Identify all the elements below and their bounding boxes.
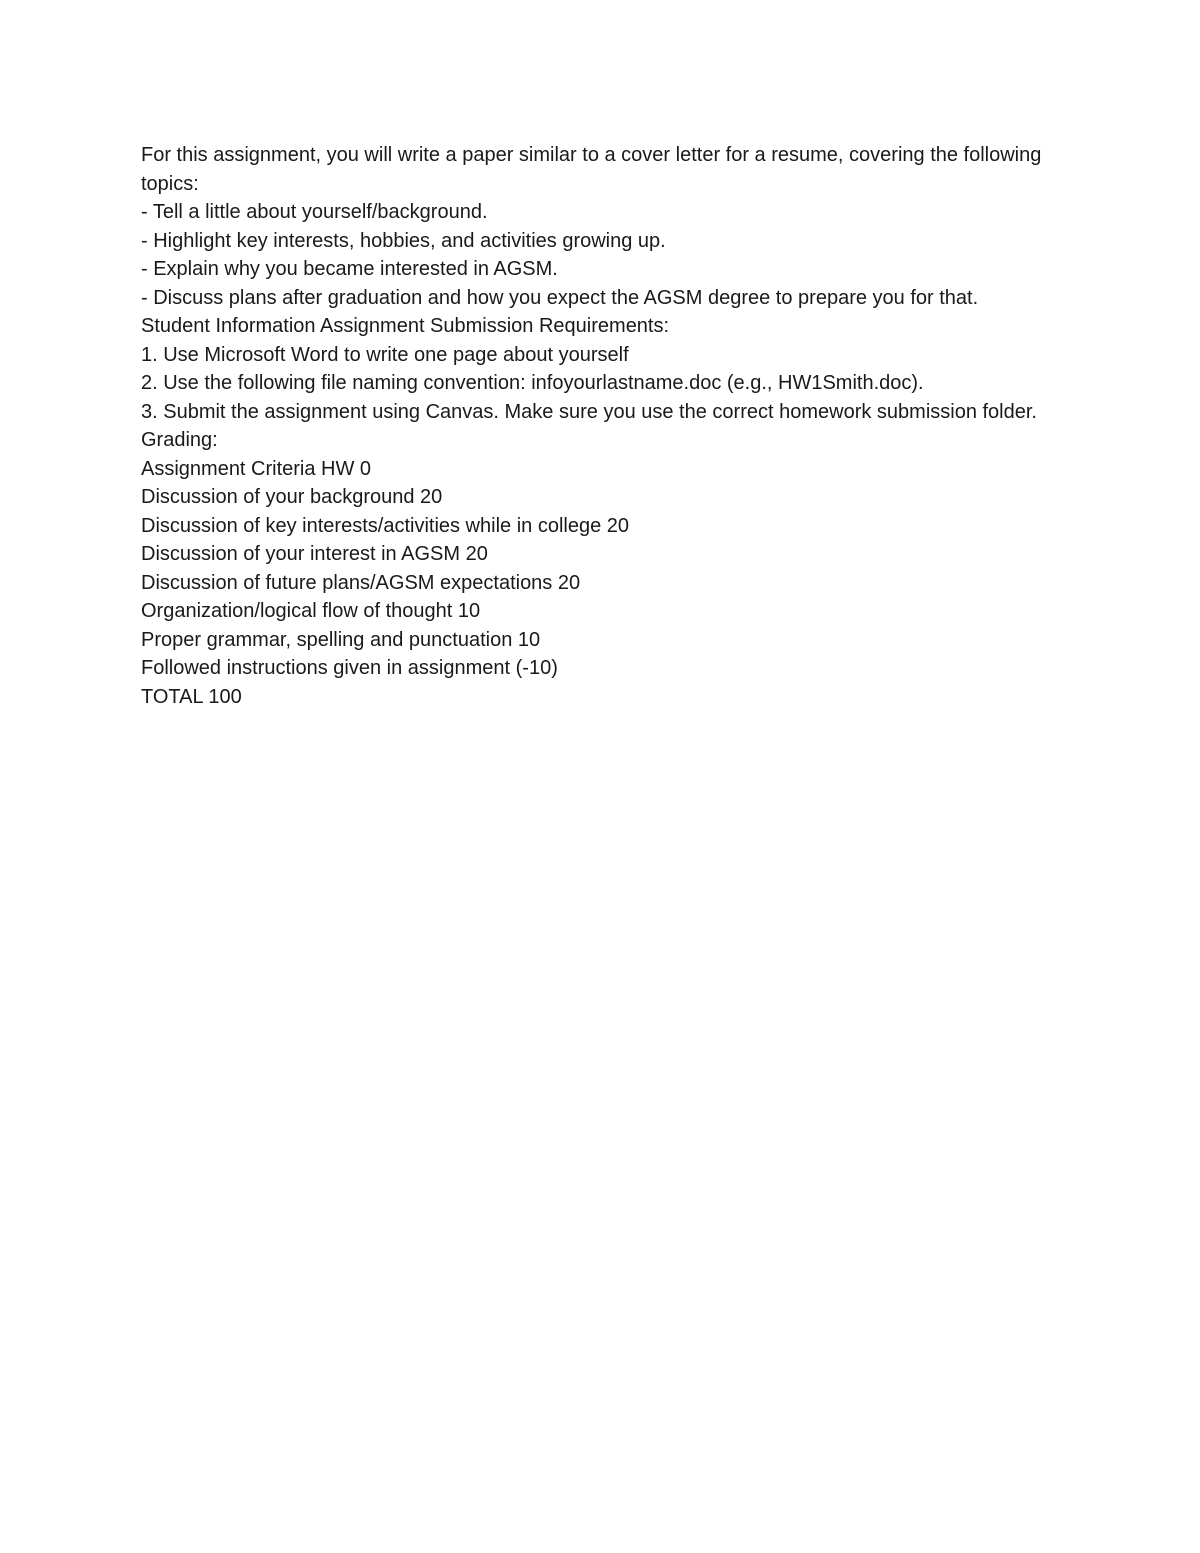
requirement-item: 3. Submit the assignment using Canvas. Make sure you use the correct homework submission folder. [141,400,1037,423]
document-body [141,141,1061,711]
grading-item: Discussion of your interest in AGSM 20 [141,543,488,565]
grading-heading: Grading: [141,429,218,451]
grading-item: Assignment Criteria HW 0 [141,457,372,480]
grading-item: Discussion of key interests/activities while in college 20 [141,514,629,537]
grading-item: Organization/logical flow of thought 10 [141,600,481,622]
topic-item: - Tell a little about yourself/background. [141,201,488,223]
grading-item: Discussion of your background 20 [141,486,443,508]
requirement-item: 1. Use Microsoft Word to write one page about yourself [141,343,629,366]
requirements-heading: Student Information Assignment Submission Requirements: [141,315,670,337]
grading-total: TOTAL 100 [141,685,242,708]
grading-item: Discussion of future plans/AGSM expectations 20 [141,571,581,594]
topic-item: - Highlight key interests, hobbies, and activities growing up. [141,229,666,252]
requirement-item: 2. Use the following file naming convention: infoyourlastname.doc (e.g., HW1Smith.doc). [141,372,924,394]
intro-paragraph: For this assignment, you will write a paper similar to a cover letter for a resume, covering the following topics: [141,144,1042,195]
grading-item: Followed instructions given in assignment (-10) [141,657,558,679]
grading-item: Proper grammar, spelling and punctuation 10 [141,628,541,651]
topic-item: - Discuss plans after graduation and how you expect the AGSM degree to prepare you for that. [141,286,979,309]
topic-item: - Explain why you became interested in AGSM. [141,258,558,280]
